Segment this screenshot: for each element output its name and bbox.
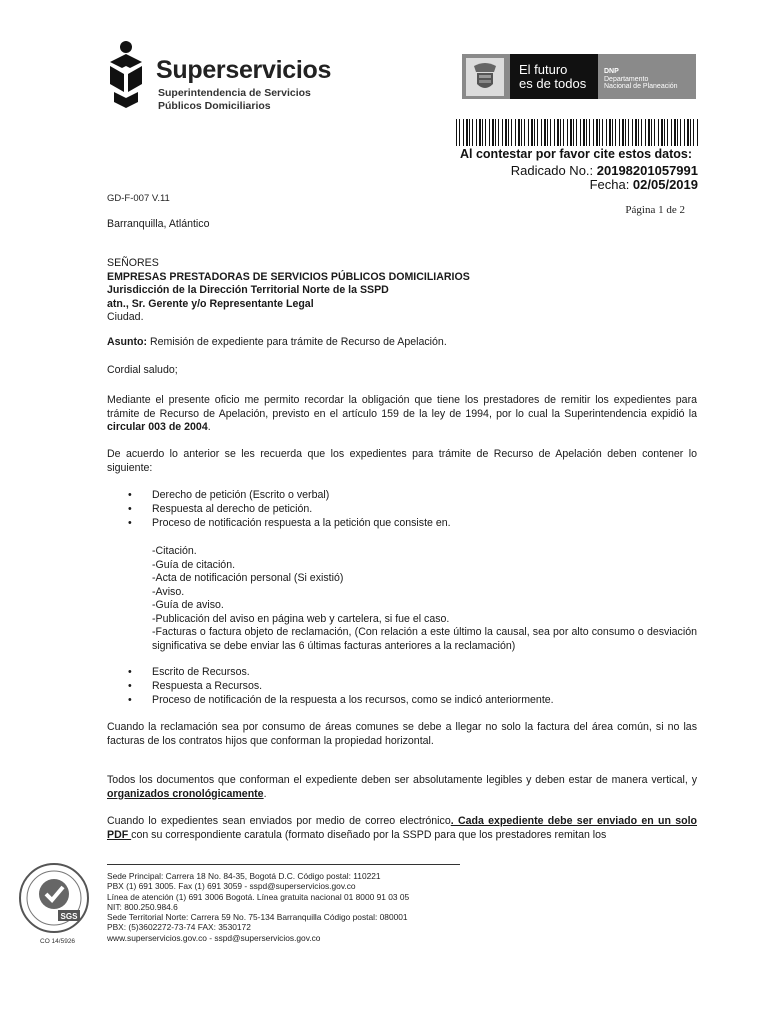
dnp-line1: Departamento: [604, 76, 649, 83]
sub-item: -Citación.: [152, 545, 197, 557]
sub-item: -Publicación del aviso en página web y cartelera, si fue el caso.: [152, 612, 450, 625]
list-item-text: Derecho de petición (Escrito o verbal): [152, 489, 330, 501]
sub-item: -Guía de aviso.: [152, 599, 224, 611]
superservicios-logo-icon: [108, 40, 148, 108]
paragraph-4: [107, 774, 697, 801]
footer-line: Sede Principal: Carrera 18 No. 84-35, Bogotá D.C. Código postal: 110221: [107, 871, 381, 881]
page-number: Página 1 de 2: [625, 204, 685, 216]
asunto-label: Asunto:: [107, 336, 148, 348]
seal-code: CO 14/5926: [40, 938, 76, 945]
list-item: • Proceso de notificación de la respuesta a los recursos, como se indicó anteriormente.: [128, 694, 554, 706]
asunto: [107, 336, 697, 350]
list-item-text: Respuesta al derecho de petición.: [152, 503, 313, 515]
greeting: Cordial saludo;: [107, 364, 178, 376]
dnp-line2: Nacional de Planeación: [604, 83, 678, 90]
coat-of-arms-icon: [466, 58, 504, 96]
footer-line: www.superservicios.gov.co - sspd@superservicios.gov.co: [107, 932, 321, 943]
asunto-text: Remisión de expediente para trámite de Recurso de Apelación.: [147, 336, 447, 348]
city-line: Barranquilla, Atlántico: [107, 218, 210, 230]
paragraph-4-text: Todos los documentos que conforman el expediente deben ser absolutamente legibles y deben estar de manera vertical, y: [107, 774, 697, 786]
fecha: [590, 177, 698, 192]
fecha-value: 02/05/2019: [632, 177, 698, 192]
recipient-line2: Jurisdicción de la Dirección Territorial Norte de la SSPD: [107, 284, 389, 296]
sub-item: -Facturas o factura objeto de reclamación, (Con relación a este último la causal, sea por alto consumo o desviación significativa se debe enviar las 6 últimas facturas anteriores a la reclamación): [152, 626, 697, 652]
paragraph-1: [107, 394, 697, 435]
list-item-text: Proceso de notificación respuesta a la petición que consiste en.: [152, 517, 451, 529]
list-item: • Escrito de Recursos.: [128, 666, 250, 678]
paragraph-5-end: con su correspondiente caratula (formato diseñado por la SSPD para que los prestadores remitan los: [131, 828, 607, 841]
paragraph-4-bold: organizados cronológicamente: [107, 787, 264, 800]
footer-line: NIT: 800.250.984.6: [107, 901, 178, 912]
recipient-block: [107, 257, 697, 325]
paragraph-5-text: Cuando lo expedientes sean enviados por medio de correo electrónico: [107, 815, 451, 827]
sgs-certification-seal-icon: [18, 862, 90, 934]
footer-line: Línea de atención (1) 691 3006 Bogotá. Línea gratuita nacional 01 8000 91 03 05: [107, 891, 410, 902]
brand-name: Superservicios: [156, 56, 332, 84]
sub-item: -Acta de notificación personal (Si existió): [152, 572, 344, 584]
footer-line: PBX: (5)3602272-73-74 FAX: 3530172: [107, 922, 251, 933]
gov-slogan-line1: El futuro: [519, 62, 568, 77]
paragraph-5: [107, 815, 697, 842]
radicado: [511, 163, 698, 178]
footer-divider: [107, 864, 460, 865]
radicado-value: 20198201057991: [596, 163, 698, 178]
sub-list: [152, 545, 697, 653]
list-item-text: Escrito de Recursos.: [152, 666, 250, 678]
paragraph-1-bold: circular 003 de 2004: [107, 421, 208, 433]
paragraph-1-text: Mediante el presente oficio me permito recordar la obligación que tiene los prestadores de remitir los expedientes para trámite de Recurso de Apelación, previsto en el artículo 159 de la ley de 1994, por lo cual la Superintendencia expidió la: [107, 394, 697, 420]
recipient-line3: atn., Sr. Gerente y/o Representante Legal: [107, 297, 314, 310]
document-code: GD-F-007 V.11: [107, 193, 170, 204]
sub-item: -Aviso.: [152, 585, 185, 598]
footer-contact: [107, 871, 409, 943]
footer-line: Sede Territorial Norte: Carrera 59 No. 75-134 Barranquilla Código postal: 080001: [107, 912, 408, 923]
recipient-line4: Ciudad.: [107, 311, 144, 323]
paragraph-5-bold: . Cada expediente debe ser enviado en un solo PDF: [107, 815, 698, 841]
sub-item: -Guía de citación.: [152, 558, 236, 571]
recipient-line1: EMPRESAS PRESTADORAS DE SERVICIOS PÚBLICOS DOMICILIARIOS: [107, 270, 470, 283]
recipient-senores: SEÑORES: [107, 257, 159, 269]
list-item: • Respuesta al derecho de petición.: [128, 503, 313, 515]
dnp-tag: DNP: [604, 68, 619, 75]
brand-subtitle-1: Superintendencia de Servicios: [158, 87, 311, 99]
list-item: • Proceso de notificación respuesta a la petición que consiste en.: [128, 517, 451, 529]
footer-line: PBX (1) 691 3005. Fax (1) 691 3059 - sspd@superservicios.gov.co: [107, 881, 356, 892]
list-item: • Derecho de petición (Escrito o verbal): [128, 489, 330, 501]
list-item: • Respuesta a Recursos.: [128, 680, 263, 692]
barcode-icon: [456, 119, 700, 146]
seal-text: SGS: [60, 912, 78, 921]
paragraph-2: De acuerdo lo anterior se les recuerda que los expedientes para trámite de Recurso de Apelación deben contener lo siguiente:: [107, 448, 697, 474]
fecha-label: Fecha:: [589, 177, 633, 192]
gov-slogan-line2: es de todos: [519, 76, 587, 91]
list-item-text: Proceso de notificación de la respuesta a los recursos, como se indicó anteriormente.: [152, 694, 554, 706]
list-item-text: Respuesta a Recursos.: [152, 680, 263, 692]
radicado-label: Radicado No.:: [510, 163, 597, 178]
brand-subtitle-2: Públicos Domiciliarios: [158, 100, 271, 112]
paragraph-4-end: .: [263, 787, 267, 800]
paragraph-3: Cuando la reclamación sea por consumo de áreas comunes se debe a llegar no solo la factura del área común, si no las facturas de los contratos hijos que conforman la propiedad horizontal.: [107, 721, 697, 747]
cite-label: Al contestar por favor cite estos datos:: [460, 147, 693, 161]
paragraph-1-end: .: [207, 421, 211, 433]
